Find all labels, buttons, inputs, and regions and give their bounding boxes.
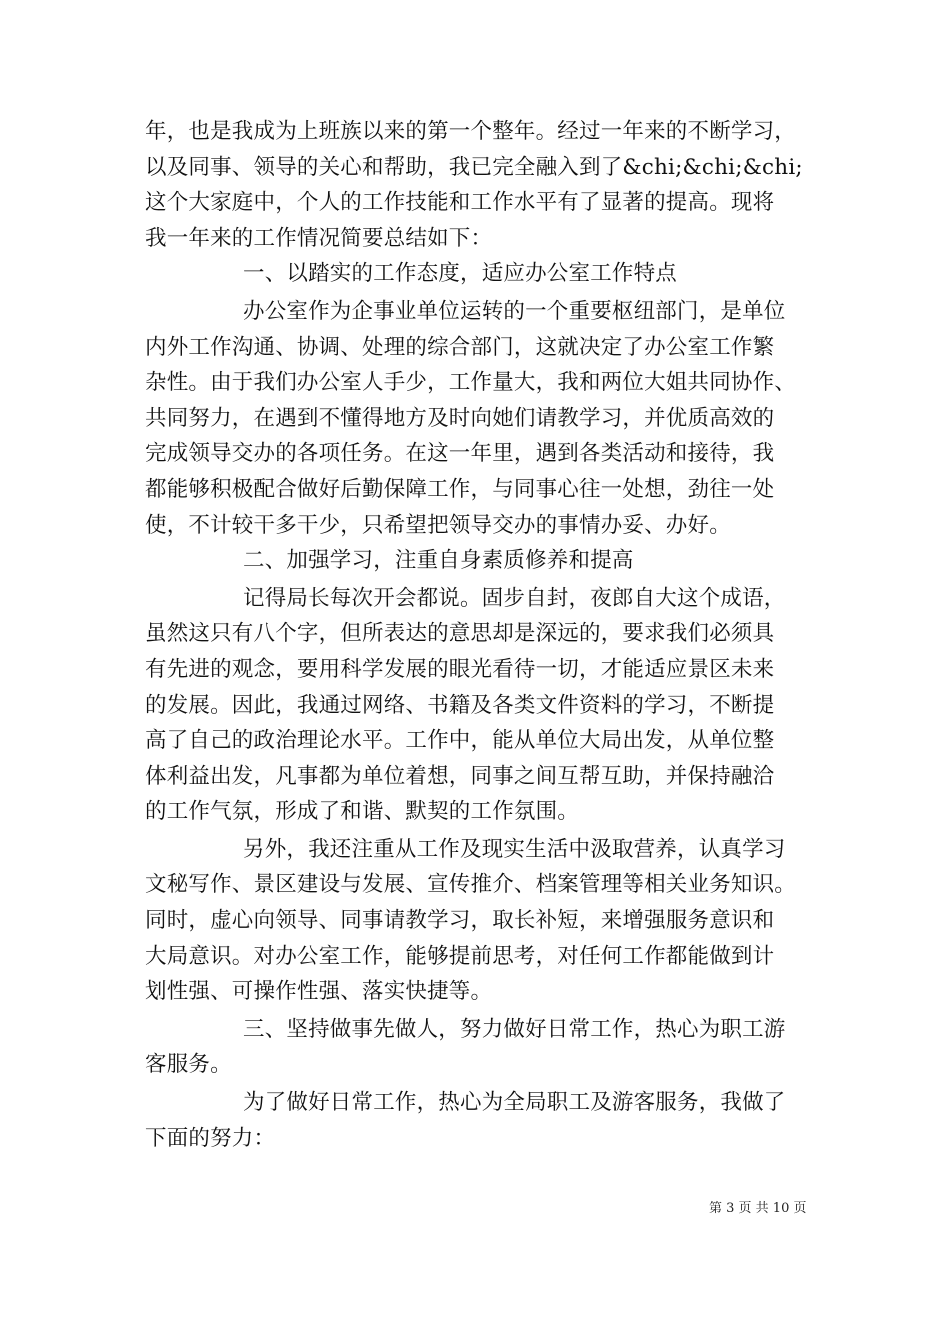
text-line: 为了做好日常工作，热心为全局职工及游客服务，我做了 (243, 1090, 786, 1116)
text-line: 客服务。 (145, 1052, 232, 1078)
text-line: 共同努力，在遇到不懂得地方及时向她们请教学习，并优质高效的 (145, 405, 775, 431)
text-line: 划性强、可操作性强、落实快捷等。 (145, 979, 493, 1005)
text-line: 完成领导交办的各项任务。在这一年里，遇到各类活动和接待，我 (145, 441, 775, 467)
text-line: 这个大家庭中，个人的工作技能和工作水平有了显著的提高。现将 (145, 190, 775, 216)
text-line: 文秘写作、景区建设与发展、宣传推介、档案管理等相关业务知识。 (145, 872, 797, 898)
text-line: 高了自己的政治理论水平。工作中，能从单位大局出发，从单位整 (145, 728, 775, 754)
text-line: 下面的努力： (145, 1125, 276, 1151)
text-line: 年，也是我成为上班族以来的第一个整年。经过一年来的不断学习， (145, 119, 797, 144)
text-line: 使，不计较干多干少，只希望把领导交办的事情办妥、办好。 (145, 512, 731, 538)
text-line: 有先进的观念，要用科学发展的眼光看待一切，才能适应景区未来 (145, 656, 775, 682)
document-body (145, 114, 820, 1156)
page-number: 第 3 页 共 10 页 (709, 1201, 807, 1216)
text-line: 杂性。由于我们办公室人手少，工作量大，我和两位大姐共同协作、 (145, 370, 797, 396)
text-line: 办公室作为企事业单位运转的一个重要枢纽部门，是单位 (243, 298, 786, 324)
text-line: 的发展。因此，我通过网络、书籍及各类文件资料的学习，不断提 (145, 692, 775, 718)
text-line: 内外工作沟通、协调、处理的综合部门，这就决定了办公室工作繁 (145, 334, 775, 360)
text-line: 记得局长每次开会都说。固步自封，夜郎自大这个成语， (243, 585, 786, 611)
text-line: 我一年来的工作情况简要总结如下： (145, 225, 493, 251)
text-line: 另外，我还注重从工作及现实生活中汲取营养，认真学习 (243, 836, 786, 862)
section-heading-2: 二、加强学习，注重自身素质修养和提高 (243, 548, 634, 574)
text-line: 都能够积极配合做好后勤保障工作，与同事心往一处想，劲往一处 (145, 476, 775, 502)
section-heading-3: 三、坚持做事先做人，努力做好日常工作，热心为职工游 (243, 1016, 786, 1042)
text-line: 同时，虚心向领导、同事请教学习，取长补短，来增强服务意识和 (145, 908, 775, 934)
text-line: 体利益出发，凡事都为单位着想，同事之间互帮互助，并保持融洽 (145, 763, 775, 789)
text-line: 以及同事、领导的关心和帮助，我已完全融入到了&chi;&chi;&chi; (145, 154, 803, 180)
text-line: 大局意识。对办公室工作，能够提前思考，对任何工作都能做到计 (145, 943, 775, 969)
section-heading-1: 一、以踏实的工作态度，适应办公室工作特点 (243, 261, 678, 287)
text-line: 的工作气氛，形成了和谐、默契的工作氛围。 (145, 799, 580, 825)
text-line: 虽然这只有八个字，但所表达的意思却是深远的，要求我们必须具 (145, 621, 775, 647)
